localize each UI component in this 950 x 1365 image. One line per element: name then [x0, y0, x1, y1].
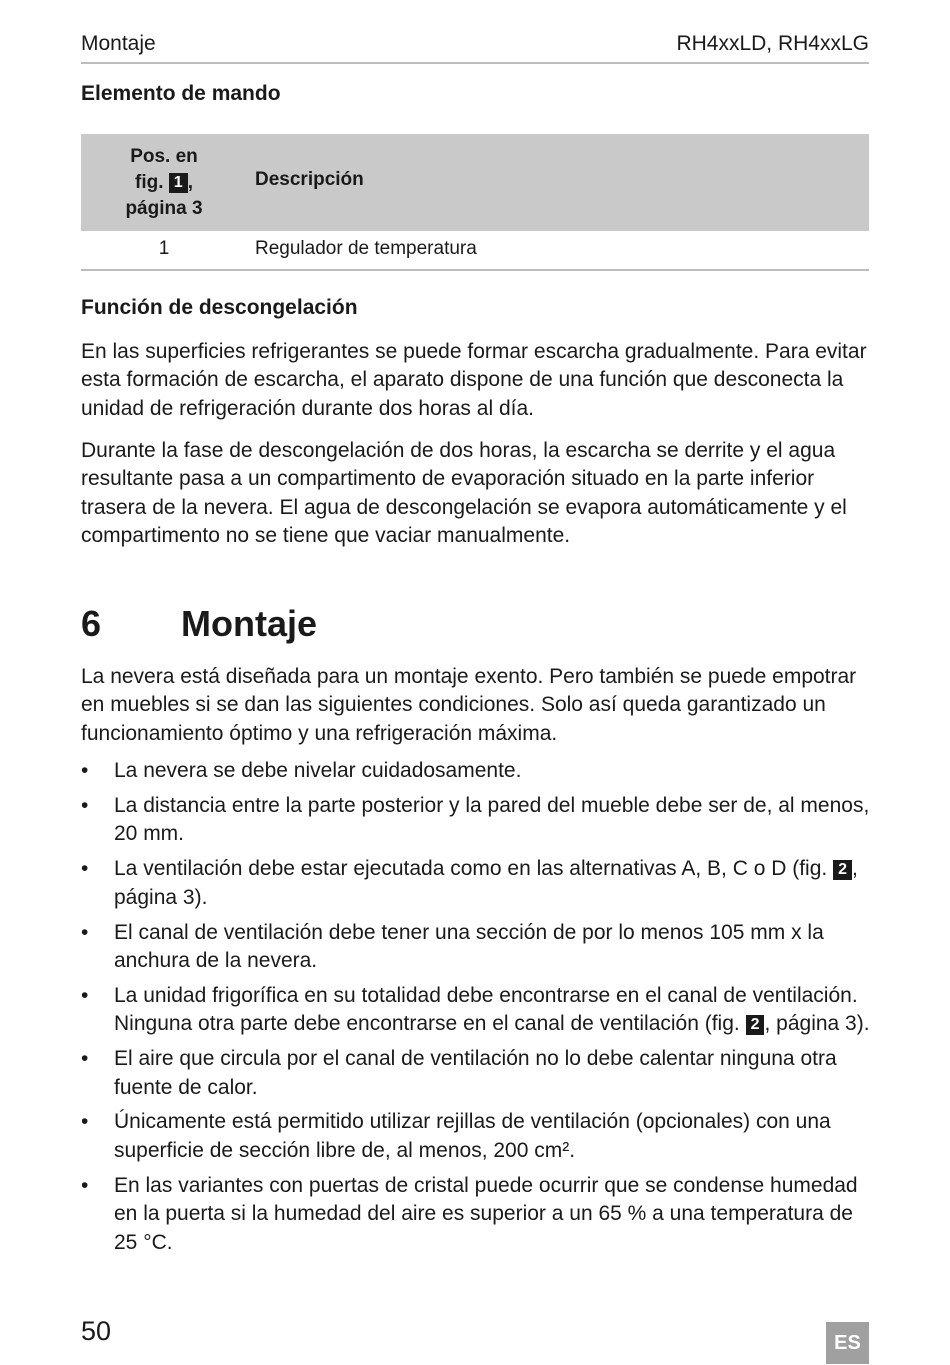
- fig-prefix: fig.: [135, 172, 164, 193]
- section-intro: La nevera está diseñada para un montaje exento. Pero también se puede empotrar en muebles si se dan las siguientes condiciones. Solo así queda garantizado un funcionamiento óptimo y una refrigeración máxima.: [81, 665, 857, 745]
- fig-suffix: ,: [187, 172, 193, 193]
- control-element-heading: Elemento de mando: [81, 82, 281, 105]
- bullet: •: [81, 1047, 89, 1071]
- list-item: • En las variantes con puertas de cristal puede ocurrir que se condense humedad en la puerta si la humedad del aire es superior a un 65 % a una temperatura de 25 °C.: [81, 1173, 858, 1254]
- bullet: •: [81, 983, 89, 1007]
- bullet: •: [81, 920, 89, 944]
- figure-number-badge: 1: [169, 173, 188, 193]
- section-title: Montaje: [181, 603, 318, 644]
- table-row: [81, 231, 869, 271]
- table-header-row: [81, 134, 869, 231]
- requirements-list: [81, 757, 871, 1264]
- running-header-model: RH4xxLD, RH4xxLG: [676, 32, 869, 55]
- bullet: •: [81, 1173, 89, 1197]
- bullet: •: [81, 793, 89, 817]
- section-number: 6: [81, 603, 102, 644]
- control-element-table: [81, 134, 869, 271]
- defrost-paragraph-2: Durante la fase de descongelación de dos horas, la escarcha se derrite y el agua resultante pasa a un compartimento de evaporación situado en la parte inferior trasera de la nevera. El agua de descongelación se evapora automáticamente y el compartimento no se tiene que vaciar manualmente.: [81, 439, 847, 548]
- page-number: 50: [81, 1316, 112, 1346]
- figure-number-badge: 2: [833, 860, 852, 880]
- header-divider: [81, 62, 869, 64]
- list-item: • El aire que circula por el canal de ventilación no lo debe calentar ninguna otra fuente de calor.: [81, 1047, 837, 1099]
- bullet: •: [81, 1110, 89, 1134]
- list-item: • La nevera se debe nivelar cuidadosamente.: [81, 757, 871, 785]
- table-header-position: Pos. en fig. 1 , página 3: [125, 146, 203, 219]
- list-item: • El canal de ventilación debe tener una sección de por lo menos 105 mm x la anchura de la nevera.: [81, 920, 824, 972]
- bullet: •: [81, 857, 89, 881]
- defrost-paragraph-1: En las superficies refrigerantes se puede formar escarcha gradualmente. Para evitar esta formación de escarcha, el aparato dispone de una función que desconecta la unidad de refrigeración durante dos horas al día.: [81, 340, 867, 420]
- list-item: • Únicamente está permitido utilizar rejillas de ventilación (opcionales) con una superficie de sección libre de, al menos, 200 cm².: [81, 1110, 831, 1162]
- bullet: •: [81, 759, 89, 782]
- list-item: • La distancia entre la parte posterior y la pared del mueble debe ser de, al menos, 20 mm.: [81, 793, 870, 846]
- list-item: • La unidad frigorífica en su totalidad debe encontrarse en el canal de ventilación. Ninguna otra parte debe encontrarse en el canal de ventilación (fig. 2 , página 3).: [81, 983, 870, 1036]
- table-header-description: Descripción: [255, 169, 364, 190]
- language-badge: ES: [826, 1322, 869, 1364]
- list-item: • La ventilación debe estar ejecutada como en las alternativas A, B, C o D (fig. 2 , página 3).: [81, 857, 858, 909]
- running-header-title: Montaje: [81, 32, 156, 55]
- defrost-heading: Función de descongelación: [81, 296, 358, 319]
- table-cell-description: Regulador de temperatura: [255, 238, 477, 259]
- table-cell-position: 1: [158, 238, 170, 259]
- figure-number-badge: 2: [746, 1015, 765, 1035]
